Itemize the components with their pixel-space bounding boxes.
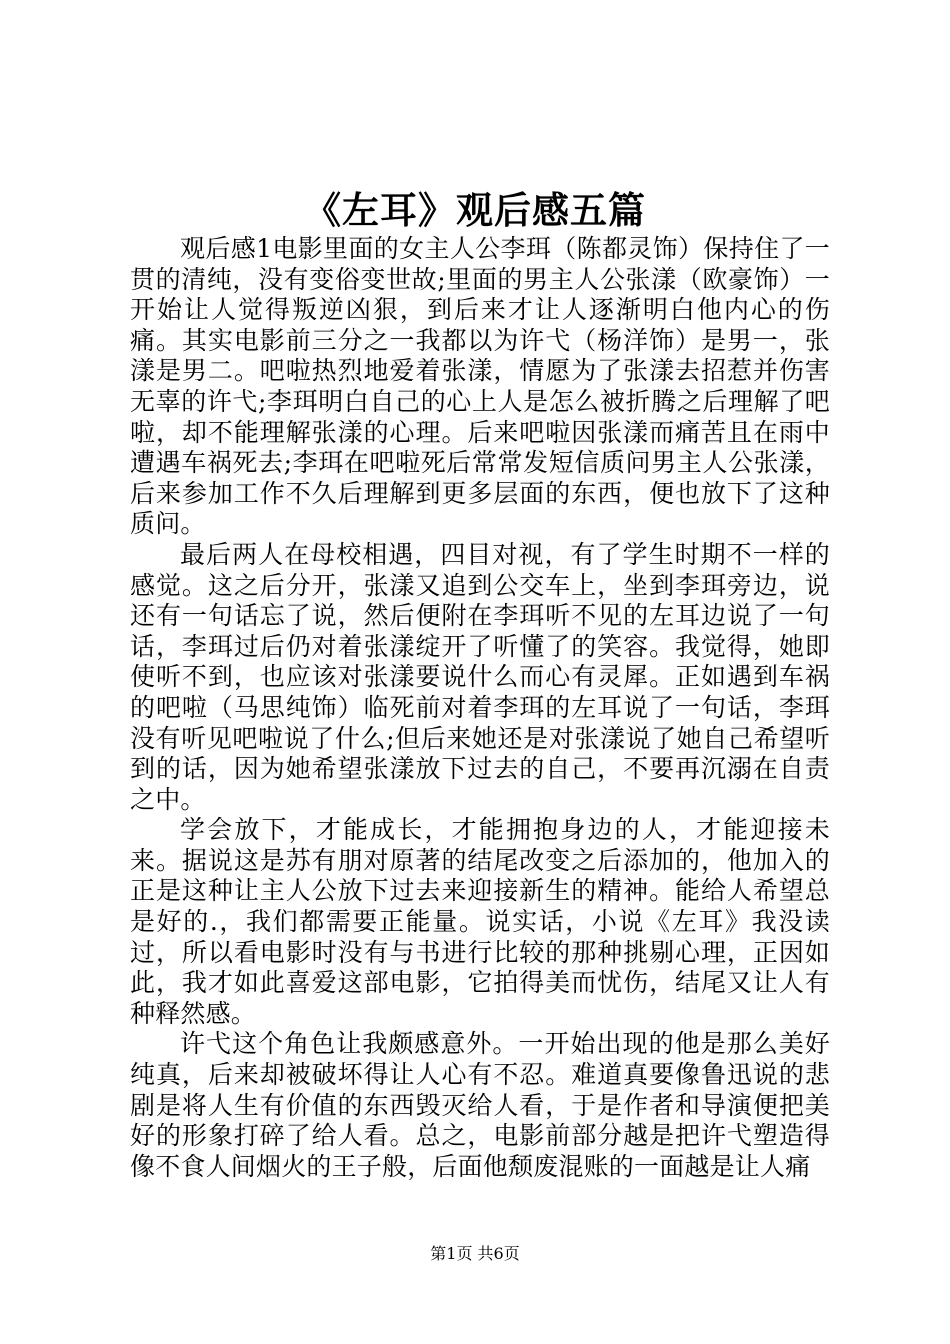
document-body: [130, 234, 830, 1182]
paragraph: 学会放下，才能成长，才能拥抱身边的人，才能迎接未来。据说这是苏有朋对原著的结尾改变之后添加的，他加入的正是这种让主人公放下过去来迎接新生的精神。能给人希望总是好的.，我们都需要正能量。说实话，小说《左耳》我没读过，所以看电影时没有与书进行比较的那种挑剔心理，正因如此，我才如此喜爱这部电影，它拍得美而忧伤，结尾又让人有种释然感。: [130, 815, 830, 1028]
paragraph: 许弋这个角色让我颇感意外。一开始出现的他是那么美好纯真，后来却被破坏得让人心有不忍。难道真要像鲁迅说的悲剧是将人生有价值的东西毁灭给人看，于是作者和导演便把美好的形象打碎了给人看。总之，电影前部分越是把许弋塑造得像不食人间烟火的王子般，后面他颓废混账的一面越是让人痛: [130, 1029, 830, 1181]
page-number-footer: 第1页 共6页: [430, 1244, 520, 1263]
paragraph: 最后两人在母校相遇，四目对视，有了学生时期不一样的感觉。这之后分开，张漾又追到公交车上，坐到李珥旁边，说还有一句话忘了说，然后便附在李珥听不见的左耳边说了一句话，李珥过后仍对着张漾绽开了听懂了的笑容。我觉得，她即使听不到，也应该对张漾要说什么而心有灵犀。正如遇到车祸的吧啦（马思纯饰）临死前对着李珥的左耳说了一句话，李珥没有听见吧啦说了什么;但后来她还是对张漾说了她自己希望听到的话，因为她希望张漾放下过去的自己，不要再沉溺在自责之中。: [130, 539, 830, 814]
document-title: 《左耳》观后感五篇: [304, 188, 646, 232]
paragraph: 观后感1电影里面的女主人公李珥（陈都灵饰）保持住了一贯的清纯，没有变俗变世故;里面的男主人公张漾（欧豪饰）一开始让人觉得叛逆凶狠，到后来才让人逐渐明白他内心的伤痛。其实电影前三分之一我都以为许弋（杨洋饰）是男一，张漾是男二。吧啦热烈地爱着张漾，情愿为了张漾去招惹并伤害无辜的许弋;李珥明白自己的心上人是怎么被折腾之后理解了吧啦，却不能理解张漾的心理。后来吧啦因张漾而痛苦且在雨中遭遇车祸死去;李珥在吧啦死后常常发短信质问男主人公张漾，后来参加工作不久后理解到更多层面的东西，便也放下了这种质问。: [130, 234, 830, 539]
